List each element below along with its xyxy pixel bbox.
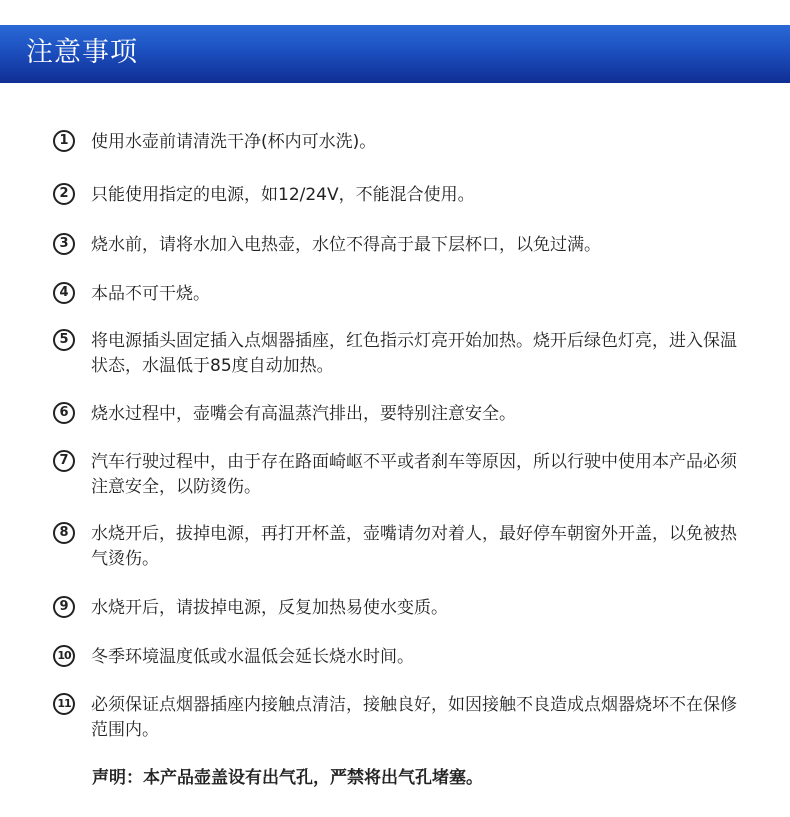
item-number: 6 [53,402,75,424]
item-text: 水烧开后，请拔掉电源，反复加热易使水变质。 [91,598,448,618]
item-number: 1 [53,130,75,152]
item-text: 只能使用指定的电源，如12/24V，不能混合使用。 [91,185,475,205]
item-text: 烧水过程中，壶嘴会有高温蒸汽排出，要特别注意安全。 [91,404,516,424]
item-number: 3 [53,233,75,255]
item-number: 2 [53,183,75,205]
item-text: 冬季环境温度低或水温低会延长烧水时间。 [91,647,414,667]
item-text: 必须保证点烟器插座内接触点清洁，接触良好，如因接触不良造成点烟器烧坏不在保修范围内。 [91,695,737,740]
page-title: 注意事项 [26,37,138,68]
header-banner [0,25,790,83]
item-text: 烧水前，请将水加入电热壶，水位不得高于最下层杯口，以免过满。 [91,235,601,255]
item-text: 将电源插头固定插入点烟器插座，红色指示灯亮开始加热。烧开后绿色灯亮，进入保温状态，水温低于85度自动加热。 [91,331,737,376]
item-number: 10 [53,645,75,667]
disclaimer-note: 声明：本产品壶盖设有出气孔，严禁将出气孔堵塞。 [92,768,483,788]
item-text: 使用水壶前请清洗干净(杯内可水洗)。 [91,132,377,152]
item-number: 5 [53,329,75,351]
item-number: 4 [53,282,75,304]
item-text: 本品不可干烧。 [91,284,210,304]
item-number: 11 [53,693,75,715]
item-text: 汽车行驶过程中，由于存在路面崎岖不平或者刹车等原因，所以行驶中使用本产品必须注意安全，以防烫伤。 [91,452,737,497]
item-number: 7 [53,450,75,472]
item-text: 水烧开后，拔掉电源，再打开杯盖，壶嘴请勿对着人，最好停车朝窗外开盖，以免被热气烫伤。 [91,524,737,569]
item-number: 9 [53,596,75,618]
item-number: 8 [53,522,75,544]
